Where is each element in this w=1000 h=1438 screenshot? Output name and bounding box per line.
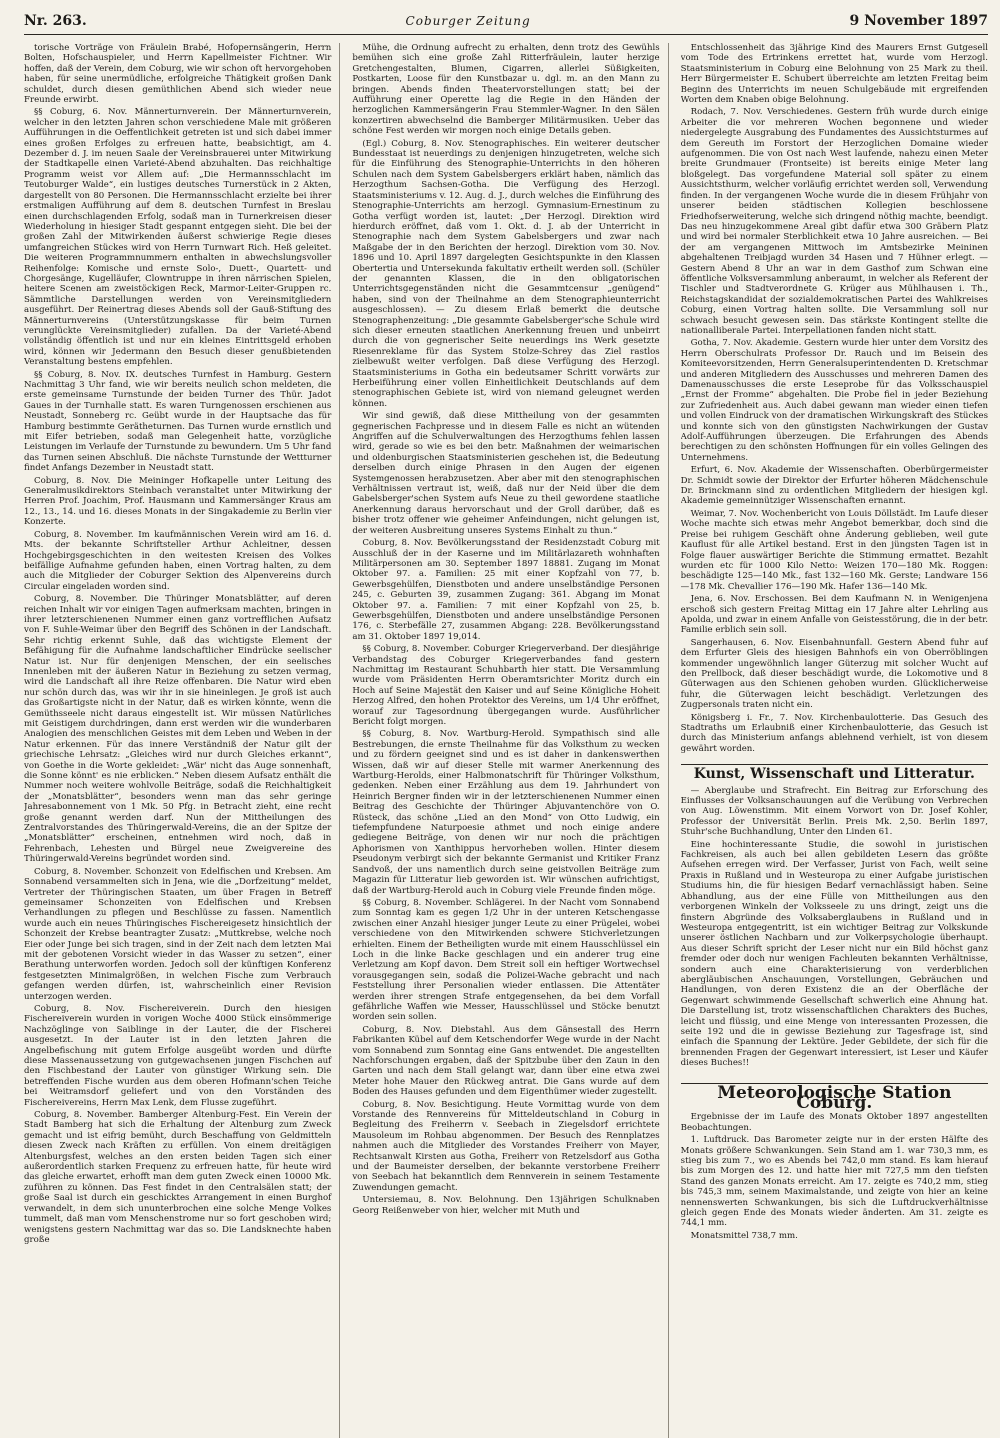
article-paragraph: Coburg, 8. Nov. Bevölkerungsstand der Residenzstadt Coburg mit Ausschluß der in der Kaserne und im Militärlazareth wohnhaften Militärpersonen am 30. September 1897 18881. Zugang im Monat Oktober 97. a. Familien: 25 mit einer Kopfzahl von 77, b. Gewerbsgehülfen, Dienstboten und andere unselbständige Personen 245, c. Geburten 39, zusammen Zugang: 361. Abgang im Monat Oktober 97. a. Familien: 7 mit einer Kopfzahl von 25, b. Gewerbsgehülfen, Dienstboten und andere unselbständige Personen 176, c. Sterbefälle 27, zusammen Abgang: 228. Bevölkerungsstand am 31. Oktober 1897 19,014. xyxy=(352,538,660,642)
issue-number: Nr. 263. xyxy=(24,13,87,29)
article-paragraph: Coburg, 8. November. Im kaufmännischen Verein wird am 16. d. Mts. der bekannte Schriftsteller Arthur Achleitner, dessen Hochgebirgsgeschichten in den weitesten Kreisen des Volkes beifällige Aufnahme gefunden haben, einen Vortrag halten, zu dem auch die Mitglieder der Coburger Sektion des Alpenvereins durch Circular eingeladen worden sind. xyxy=(24,529,332,592)
article-paragraph: Coburg, 8. Nov. Besichtigung. Heute Vormittag wurde von dem Vorstande des Rennvereins für Mitteldeutschland in Coburg in Begleitung des Freiherrn v. Seebach in Ziegelsdorf errichtete Mausoleum im Rohbau abgenommen. Der Besuch des Rennplatzes nahmen auch die Mitglieder des Vorstandes Freiherr von Mayer, Rechtsanwalt Kirsten aus Gotha, Freiherr von Retzelsdorf aus Gotha und der Baumeister derselben, der bekannte verstorbene Freiherr von Seebach hat bekanntlich dem Rennverein in seinem Testamente Zuwendungen gemacht. xyxy=(352,1099,660,1193)
article-paragraph: §§ Coburg, 8. Nov. IX. deutsches Turnfest in Hamburg. Gestern Nachmittag 3 Uhr fand, wie wir bereits neulich schon meldeten, die erste gemeinsame Turnstunde der beiden Turner des Thür. Jadot Gaues in der Turnhalle statt. Es waren Turngenossen erschienen aus Neustadt, Sonneberg rc. Geübt wurde in der Hauptsache das für Hamburg bestimmte Gerätheturnen. Das Turnen wurde ernstlich und mit Eifer betrieben, sodaß man Gelegenheit hatte, vorzügliche Leistungen im Verlaufe der Turnstunde zu bewundern. Um 5 Uhr fand das Turnen seinen Abschluß. Die nächste Turnstunde der Wettturner findet Anfangs Dezember in Neustadt statt. xyxy=(24,369,332,474)
article-paragraph: Coburg, 8. Nov. Fischereiverein. Durch den hiesigen Fischereiverein wurden in vorigen Woche 4000 Stück einsömmerige Nachzöglinge von Saiblinge in der Lauter, die der Fischerei ausgesetzt. In der Lauter ist in den letzten Jahren die Angelbefischung mit gutem Erfolge ausgeübt worden und dürfte diese Massenaussetzung von gutgewachsenen jungen Fischchen auf den Fischbestand der Lauter von günstiger Wirkung sein. Die betreffenden Fische wurden aus dem oberen Hofmann'schen Teiche bei Weitramsdorf geliefert und von den Vorständen des Fischereivereins, Herrn Max Lenk, dem Flusse zugeführt. xyxy=(24,1003,332,1108)
article-paragraph: §§ Coburg, 8. November. Coburger Kriegerverband. Der diesjährige Verbandstag des Coburger Kriegerverbandes fand gestern Nachmittag im Restaurant Schuhbarth hier statt. Die Versammlung wurde vom Präsidenten Herrn Oberamtsrichter Moritz durch ein Hoch auf Seine Majestät den Kaiser und auf Seine Königliche Hoheit Herzog Alfred, den hohen Protektor des Vereins, um 1/4 Uhr eröffnet, worauf zur Tagesordnung übergegangen wurde. Ausführlicher Bericht folgt morgen. xyxy=(352,644,660,727)
article-paragraph: Gotha, 7. Nov. Akademie. Gestern wurde hier unter dem Vorsitz des Herrn Oberschulrats Professor Dr. Rauch und im Beisein des Komiteevorsitzenden, Herrn Generalsuperintendenten D. Kretschmar und anderen Mitgliedern des Ausschusses und mehreren Damen des Damenausschusses die erste Leseprobe für das Volksschauspiel „Ernst der Fromme“ abgehalten. Die Probe fiel in jeder Beziehung zur Zufriedenheit aus. Auch dabei gewann man wieder einen tiefen und vollen Eindruck von der dramatischen Wirkungskraft des Stückes und konnte sich von den günstigsten Nachwirkungen der Gustav Adolf-Aufführungen überzeugen. Die Erfahrungen des Abends berechtigen zu den schönsten Hoffnungen für ein volles Gelingen des Unternehmens. xyxy=(680,338,988,463)
column-2 xyxy=(352,43,668,1438)
section-title-arts: Kunst, Wissenschaft und Litteratur. xyxy=(681,764,988,779)
article-paragraph: — Aberglaube und Strafrecht. Ein Beitrag zur Erforschung des Einflusses der Volksanschauungen auf die Verübung von Verbrechen von Aug. Löwenstimm. Mit einem Vorwort von Dr. Josef Kohler, Professor der Universität Berlin. Preis Mk. 2,50. Berlin 1897, Stuhr'sche Buchhandlung, Unter den Linden 61. xyxy=(680,785,988,838)
article-paragraph: Eine hochinteressante Studie, die sowohl in juristischen Fachkreisen, als auch bei allen gebildeten Lesern das größte Aufsehen erregen wird. Der Verfasser, Jurist von Fach, weilt seine Praxis in Rußland und in Westeuropa zu einer Aufgabe juristischen Studiums hin, die für hiesigen Bedarf vernachlässigt haben. Seine Abhandlung, aus der eine Fülle von Mittheilungen aus den verborgenen Winkeln der Volksseele zu uns dringt, zeigt uns die finstern Abgründe des Volksaberglaubens in Rußland und in Westeuropa entgegentritt, ist ein wichtiger Beitrag zur Volkskunde unserer östlichen Nachbarn und zur Volkerpsychologie überhaupt. Aus dieser Schrift spricht der Leser nicht nur ein Bild höchst ganz fremder oder doch nur wenigen Fachleuten bekannten Verhältnisse, sondern auch eine Charakterisierung von verderblichen abergläubischen Anschauungen, Vorstellungen, Gebräuchen und Handlungen, von deren Existenz die an der Oberfläche der Gegenwart schwimmende Gesellschaft schwerlich eine Ahnung hat. Die Darstellung ist, trotz wissenschaftlichen Charakters des Buches, leicht und flüssig, und eine Menge von interessanten Prozessen, die seite 192 und die in gewisse Beziehung zur Tagesfrage ist, sind einfach die Spannung der Lektüre. Jeder Gebildete, der sich für die brennenden Fragen der Gegenwart interessiert, ist Leser und Käufer dieses Buches!! xyxy=(680,839,988,1069)
literature-section xyxy=(681,786,988,1069)
column-1 xyxy=(24,43,340,1438)
masthead xyxy=(24,10,988,35)
article-paragraph: Coburg, 8. November. Schonzeit von Edelfischen und Krebsen. Am Sonnabend versammelten sich in Jena, wie die „Dorfzeitung“ meldet, Vertreter der Thüringischen Staaten, um über Fragen in Betreff gemeinsamer Schonzeiten von Edelfischen und Krebsen Verhandlungen zu pflegen und Beschlüsse zu fassen. Namentlich wurde auch ein neues Thüringisches Fischereigesetz hinsichtlich der Schonzeit der Krebse beantragter Zusatz: „Muttkrebse, welche noch Eier oder Junge bei sich tragen, sind in der Zeit nach dem letzten Mai mit der gebotenen Vorsicht wieder in das Wasser zu setzen“, einer Berathung unterworfen worden. Jedoch soll der künftigen Konferenz festgesetzten Minimalgrößen, in welchen Fische zum Verbrauch gefangen werden dürfen, ist, wahrscheinlich einer Revision unterzogen werden. xyxy=(24,866,332,1002)
article-paragraph: Sangerhausen, 6. Nov. Eisenbahnunfall. Gestern Abend fuhr auf dem Erfurter Gleis des hiesigen Bahnhofs ein von Oberröblingen kommender ungewöhnlich langer Güterzug mit solcher Wucht auf den Prellbock, daß dieser beschädigt wurde, die Lokomotive und 8 Güterwagen aus den Schienen gehoben wurden. Glücklicherweise fuhr, die Güterwagen leicht beschädigt. Verletzungen des Zugpersonals traten nicht ein. xyxy=(680,637,988,711)
article-paragraph: Erfurt, 6. Nov. Akademie der Wissenschaften. Oberbürgermeister Dr. Schmidt sowie der Direktor der Erfurter höheren Mädchenschule Dr. Brinckmann sind zu ordentlichen Mitgliedern der hiesigen kgl. Akademie gemeinnütziger Wissenschaften ernannt. xyxy=(680,465,988,507)
weather-station-report xyxy=(681,1112,988,1241)
column-3 xyxy=(681,43,988,1438)
article-paragraph: Mühe, die Ordnung aufrecht zu erhalten, denn trotz des Gewühls bemühen sich eine große Zahl Ritterfräulein, lauter herzige Gretchengestalten, Blumen, Cigarren, allerlei Süßigkeiten, Postkarten, Loose für den Kunstbazar u. dgl. m. an den Mann zu bringen. Abends finden Theatervorstellungen statt; bei der Aufführung einer Operette lag die Regie in den Händen der herzoglichen Kammersängerin Frau Stemmler-Wagner. In den Sälen konzertiren abwechselnd die Bamberger Militärmusiken. Ueber das schöne Fest werden wir morgen noch einige Details geben. xyxy=(352,43,660,137)
article-paragraph: (Egl.) Coburg, 8. Nov. Stenographisches. Ein weiterer deutscher Bundesstaat ist neuerdings zu denjenigen hinzugetreten, welche sich für die Einführung des Stenographie-Unterrichts in den höheren Schulen nach dem System Gabelsbergers erklärt haben, nämlich das Herzogthum Sachsen-Gotha. Die Verfügung des Herzogl. Staatsministeriums v. 12. Aug. d. J., durch welches die Einführung des Stenographie-Unterrichts am herzogl. Gymnasium-Ernestinum zu Gotha verfügt worden ist, lautet: „Der Herzogl. Direktion wird hierdurch eröffnet, daß vom 1. Okt. d. J. ab der Unterricht in Stenographie nach dem System Gabelsbergers und zwar nach Maßgabe der in den Berichten der herzogl. Direktion vom 30. Nov. 1896 und 10. April 1897 dargelegten Gesichtspunkte in den Klassen Obertertia und Untersekunda fakultativ ertheilt werden soll. (Schüler der genannten Klassen, die in den obligatorischen Unterrichtsgegenständen nicht die Gesammtcensur „genügend“ haben, sind von der Theilnahme an dem Stenographieunterricht ausgeschlossen). — Zu diesem Erlaß bemerkt die deutsche Stenographenzeitung: „Die gesammte Gabelsberger'sche Schule wird sich dieser erneuten staatlichen Anerkennung freuen und unbeirrt durch die von gegnerischer Seite neuerdings ins Werk gesetzte Riesenreklame für das System Stolze-Schrey das Ziel rastlos zielbewußt weiter verfolgen. Daß diese Verfügung des Herzogl. Staatsministeriums in Gotha ein bedeutsamer Schritt vorwärts zur Herbeiführung einer vollen Einheitlichkeit Deutschlands auf dem stenographischen Gebiete ist, wird von niemand geleugnet werden können. xyxy=(352,138,660,409)
section-title-weather-station: Meteorologische Station Coburg. xyxy=(681,1083,988,1109)
article-paragraph: Untersiemau, 8. Nov. Belohnung. Den 13jährigen Schulknaben Georg Reißenweber von hier, welcher mit Muth und xyxy=(352,1195,660,1216)
article-paragraph: Wir sind gewiß, daß diese Mittheilung von der gesammten gegnerischen Fachpresse und in diesem Falle es nicht an wütenden Angriffen auf die Schulverwaltungen des Herzogthums fehlen lassen wird, gerade so wie es bei den betr. Maßnahmen der weimarischen und oldenburgischen Staatsministerien geschehen ist, die Bedeutung derselben durch einige Phrasen in den Augen der eigenen Systemgenossen herabzusetzen. Aber aber mit den stenographischen Verhältnissen vertraut ist, weiß, daß nur der Neid über die dem Gabelsberger'schen System aufs Neue zu theil gewordene staatliche Anerkennung daraus hervorschaut und der Groll darüber, daß es bisher trotz offener wie geheimer Anfeindungen, nicht gelungen ist, der weiteren Ausbreitung unseres Systems Einhalt zu thun.“ xyxy=(352,411,660,536)
article-paragraph: Monatsmittel 738,7 mm. xyxy=(690,1230,798,1241)
article-paragraph: Weimar, 7. Nov. Wochenbericht von Louis Döllstädt. Im Laufe dieser Woche machte sich etwas mehr Angebot bemerkbar, doch sind die Preise bei ruhigem Geschäft ohne Änderung geblieben, weil gute Kauflust für alle Artikel bestand. Erst in den jüngsten Tagen ist in Folge flauer auswärtiger Berichte die Stimmung ermattet. Bezahlt wurden etc für 1000 Kilo Netto: Weizen 170—180 Mk. Roggen: beschädigte 125—140 Mk., fast 132—160 Mk. Gerste; Landware 156—178 Mk. Chevallier 176—190 Mk. Hafer 136—140 Mk. xyxy=(680,508,988,592)
article-paragraph: §§ Coburg, 8. November. Schlägerei. In der Nacht vom Sonnabend zum Sonntag kam es gegen 1/2 Uhr in der unteren Ketschengasse zwischen einer Anzahl hiesiger junger Leute zu einer Prügelei, wobei verschiedene von den Mitwirkenden schwere Stichverletzungen erhielten. Einem der Betheiligten wurde mit einem Hausschlüssel ein Loch in die linke Backe geschlagen und ein anderer trug eine Verletzung am Kopf davon. Dem Streit soll ein heftiger Wortwechsel vorausgegangen sein, sodaß die Polizei-Wache gebracht und nach Feststellung ihrer Personalien wieder entlassen. Die Attentäter werden ihrer strengen Strafe entgegensehen, da bei dem Vorfall gefährliche Waffen wie Messer, Hausschlüssel und Stöcke benutzt worden sein sollen. xyxy=(352,897,660,1023)
article-paragraph: Königsberg i. Fr., 7. Nov. Kirchenbaulotterie. Das Gesuch des Stadtraths um Erlaubniß einer Kirchenbaulotterie, das Gesuch ist durch das Ministerium anfangs ablehnend verhielt, ist von diesem gewährt worden. xyxy=(680,712,988,754)
article-paragraph: torische Vorträge von Fräulein Brabé, Hofopernsängerin, Herrn Bolten, Hofschauspieler, und Herrn Kapellmeister Fichtner. Wir hoffen, daß der Verein, dem Coburg, wie wir schon oft hervorgehoben haben, für seine unermüdliche, erfolgreiche Thätigkeit großen Dank schuldet, durch diesen gemüthlichen Abend sich wieder neue Freunde erwirbt. xyxy=(24,43,332,106)
article-paragraph: 1. Luftdruck. Das Barometer zeigte nur in der ersten Hälfte des Monats größere Schwankungen. Sein Stand am 1. war 730,3 mm, es stieg bis zum 7., wo es Abends bei 742,0 mm stand. Es kam hierauf bis zum Morgen des 12. und hatte hier mit 727,5 mm den tiefsten Stand des ganzen Monats erreicht. Am 17. zeigte es 740,2 mm, stieg bis 745,3 mm, seinem Maximalstande, und zeigte von hier an keine nennenswerten Schwankungen, bis sich die Luftdruckverhältnisse gleich gegen Ende des Monats wieder änderten. Am 31. zeigte es 744,1 mm. xyxy=(680,1135,988,1229)
columns xyxy=(24,43,988,1438)
article-paragraph: Ergebnisse der im Laufe des Monats Oktober 1897 angestellten Beobachtungen. xyxy=(680,1112,988,1133)
column-3-news xyxy=(681,43,988,754)
article-paragraph: Coburg, 8. November. Bamberger Altenburg-Fest. Ein Verein der Stadt Bamberg hat sich die Erhaltung der Altenburg zum Zweck gemacht und ist eifrig bemüht, durch Beschaffung von Geldmitteln diesen Zweck nach Kräften zu erfüllen. Von einem dreitägigen Altenburgsfest, welches an den ersten beiden Tagen sich einer außerordentlich starken Frequenz zu erfreuen hatte, für heute wird das gleiche erwartet, erhofft man dem guten Zweck einen 10000 Mk. zuführen zu können. Das Fest findet in den Centralsälen statt; der große Saal ist durch ein geschicktes Arrangement in einen Burghof verwandelt, in dem sich ununterbrochen eine solche Menge Volkes tummelt, daß man vom Menschenstrome nur so fort geschoben wird; wenigstens gestern Nachmittag war das so. Die Landsknechte haben große xyxy=(24,1110,332,1245)
article-paragraph: §§ Coburg, 8. Nov. Wartburg-Herold. Sympathisch sind alle Bestrebungen, die ernste Theilnahme für das Volksthum zu wecken und zu fördern geeignet sind und es ist daher in dankenswerthen Wissen, daß wir auf dieser Stelle mit warmer Anerkennung des Wartburg-Herolds, einer Halbmonatschrift für Thüringer Volksthum, gedenken. Neben einer Erzählung aus dem 19. Jahrhundert von Heinrich Bergner finden wir in der letzterschienenen Nummer einen Beitrag des Geschichte der Thüringer Abjuvantenchöre von O. Rüsteck, das schöne „Lied an den Mond“ von Otto Ludwig, ein tiefempfundene Naturpoesie athmet und noch einige andere gediegene Beiträge, von denen wir nur noch die prächtigen Aphorismen von Xanthippus hervorheben wollen. Hinter diesem Pseudonym verbirgt sich der bekannte Germanist und Kritiker Franz Sandvoß, der uns namentlich durch seine geistvollen Beiträge zum Magazin für Litteratur lieb geworden ist. Wir wünschen aufrichtigst, daß der Wartburg-Herold auch in Coburg viele Freunde finden möge. xyxy=(352,729,660,896)
article-paragraph: Entschlossenheit das 3jährige Kind des Maurers Ernst Gutgesell vom Tode des Ertrinkens errettet hat, wurde vom Herzogl. Staatsministerium in Coburg eine Belohnung von 25 Mark zu theil. Herr Bürgermeister E. Schubert überreichte am letzten Freitag beim Beginn des Unterrichts im neuen Schulgebäude mit ergreifenden Worten dem Knaben obige Belohnung. xyxy=(680,43,988,106)
article-paragraph: Rodach, 7. Nov. Verschiedenes. Gestern früh wurde durch einige Arbeiter die vor mehreren Wochen begonnene und wieder niedergelegte Ausgrabung des Fundamentes des Aussichtsturmes auf dem Gereuth im Forstort der Herzoglichen Domaine wieder aufgenommen. Die von Ost nach West laufende, nahezu einen Meter breite Grundmauer (Frontseite) ist bereits einige Meter lang bloßgelegt. Das vorgefundene Material soll später zu einem Aussichtsthurm, welcher vorläufig errichtet werden soll, Verwendung finden. In der vergangenen Woche wurde die in diesem Frühjahr von unserer beiden städtischen Kollegien beschlossene Friedhofserweiterung, welche sich dringend nöthig machte, beendigt. Das neu hinzugekommene Areal gibt dafür etwa 300 Gräbern Platz und wird bei normaler Sterblichkeit etwa 10 Jahre ausreichen. — Bei der am vergangenen Mittwoch im Amtsbezirke Meininen abgehaltenen Treibjagd wurden 34 Hasen und 7 Hühner erlegt. — Gestern Abend 8 Uhr an war in dem Gasthof zum Schwan eine öffentliche Volksversammlung anberaumt, in welcher als Referent der Tischler und Stadtverordnete G. Krüger aus Mühlhausen i. Th., Reichstagskandidat der sozialdemokratischen Partei des Wahlkreises Coburg, einen Vortrag halten sollte. Die Versammlung soll nur schwach besucht gewesen sein. Das stärkste Kontingent stellte die nationalliberale Partei. Interpellationen fanden nicht statt. xyxy=(680,107,988,336)
article-paragraph: Coburg, 8. Nov. Die Meininger Hofkapelle unter Leitung des Generalmusikdirektors Steinbach veranstaltet unter Mitwirkung der Herren Prof. Joachim, Prof. Hausmann und Kammersänger Kraus am 12., 13., 14. und 16. dieses Monats in der Singakademie zu Berlin vier Konzerte. xyxy=(24,475,332,528)
article-paragraph: Coburg, 8. Nov. Diebstahl. Aus dem Gänsestall des Herrn Fabrikanten Kübel auf dem Ketschendorfer Wege wurde in der Nacht vom Sonnabend zum Sonntag eine Gans entwendet. Die angestellten Nachforschungen ergaben, daß der Spitzbube über den Zaun in den Garten und nach dem Stall gelangt war, dann über eine etwa zwei Meter hohe Mauer den Rückweg antrat. Die Gans wurde auf dem Boden des Hauses gefunden und dem Eigenthümer wieder zugestellt. xyxy=(352,1024,660,1098)
article-paragraph: §§ Coburg, 6. Nov. Männerturnverein. Der Männerturnverein, welcher in den letzten Jahren schon verschiedene Male mit größeren Aufführungen in die Oeffentlichkeit getreten ist und sich dabei immer eines großen Erfolges zu erfreuen hatte, beabsichtigt, am 4. Dezember d. J. im neuen Saale der Vereinsbrauerei unter Mitwirkung der Stadtkapelle einen Varieté-Abend abzuhalten. Das reichhaltige Programm weist vor Allem auf: „Die Hermannsschlacht im Teutoburger Walde“, ein lustiges deutsches Turnerstück in 2 Akten, dargestellt von 80 Personen. Die Hermannsschlacht erzielte bei ihrer erstmaligen Aufführung auf dem 8. deutschen Turnfest in Breslau einen durchschlagenden Erfolg, sodaß man in Turnerkreisen dieser Wiederholung in hiesiger Stadt gespannt entgegen sieht. Die bei der großen Zahl der Mitwirkenden äußerst schwierige Regie dieses umfangreichen Stückes wird von Herrn Turnwart Rich. Heß geleitet. Die weiteren Programmnummern enthalten in abwechslungsvoller Reihenfolge: Komische und ernste Solo-, Duett-, Quartett- und Chorgesänge, Kugelläufer, Clowntruppe in ihren närrischen Spielen, heitere Scenen am zweistöckigen Reck, Marmor-Leiter-Gruppen rc. Sämmtliche Darstellungen werden von Vereinsmitgliedern ausgeführt. Der Reinertrag dieses Abends soll der Gauß-Stiftung des Männerturnvereins (Unterstützungskasse für beim Turnen verunglückte Vereinsmitglieder) zufallen. Da der Varieté-Abend vollständig öffentlich ist und nur ein kleines Eintrittsgeld erhoben wird, können wir Jedermann den Besuch dieser genußbietenden Veranstaltung bestens empfehlen. xyxy=(24,107,332,368)
newspaper-name: Coburger Zeitung xyxy=(405,14,531,28)
issue-date: 9 November 1897 xyxy=(849,13,988,29)
article-paragraph: Coburg, 8. November. Die Thüringer Monatsblätter, auf deren reichen Inhalt wir vor einigen Tagen aufmerksam machten, bringen in ihrer letzterschienenen Nummer einen ganz vortrefflichen Aufsatz von F. Suhle-Weimar über den Begriff des Schönen in der Landschaft. Sehr richtig erkennt Suhle, daß das wichtigste Element der Befähigung für die Aufnahme landschaftlicher Eindrücke seelischer Natur ist. Nur für denjenigen Menschen, der ein seelisches Innenleben mit der äußeren Natur in Beziehung zu setzen vermag, wird die Landschaft all ihre Reize offenbaren. Die Natur wird eben nur schön durch das, was wir ihr in sie hineinlegen. Je groß ist auch das Großartigste nicht in der Natur, daß es wirken könnte, wenn die Gemüthsseele nicht daraus eingestellt ist. Wir müssen Natürliches mit Geistigem durchdringen, dann erst werden wir die wunderbaren Analogien des menschlichen Geistes mit dem Leben und Weben in der Natur erkennen. Für das innere Verständniß der Natur gilt der griechische Lehrsatz: „Gleiches wird nur durch Gleiches erkannt“, von Goethe in die Worte gekleidet: „Wär' nicht das Auge sonnenhaft, die Sonne könnt' es nie erblicken.“ Neben diesem Aufsatz enthält die Nummer noch weitere wohlvolle Beiträge, sodaß die Reichhaltigkeit der „Monatsblätter“, besonders wenn man das sehr geringe Jahresabonnement von 1 Mk. 50 Pfg. in Betracht zieht, eine recht große genannt werden darf. Nun der Mittheilungen des Zentralvorstandes des Thüringerwald-Vereins, die an der Spitze der „Monatsblätter“ erscheinen, entnehmen wird noch, daß in Fehrenbach, Lehesten und Bürgel neue Zweigvereine des Thüringerwald-Vereins begründet worden sind. xyxy=(24,594,332,865)
article-paragraph: Jena, 6. Nov. Erschossen. Bei dem Kaufmann N. in Wenigenjena erschoß sich gestern Freitag Mittag ein 17 Jahre alter Lehrling aus Apolda, und zwar in einem Anfalle von Geistesstörung, die in der betr. Familie erblich sein soll. xyxy=(680,594,988,636)
